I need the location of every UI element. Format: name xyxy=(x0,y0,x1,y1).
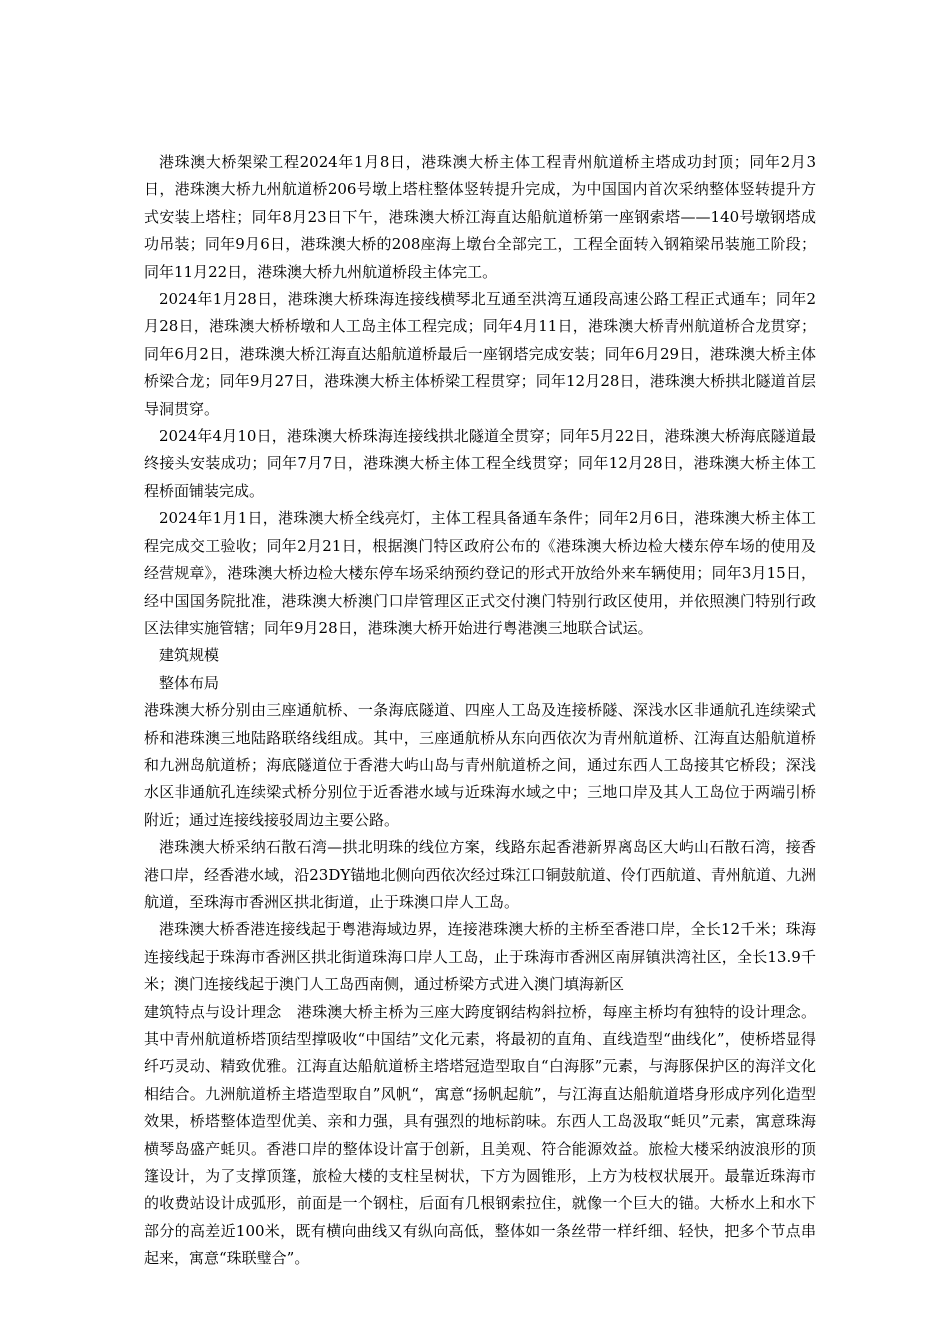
document-body xyxy=(144,149,816,1273)
paragraph-2024-jan-28: 2024年1月28日，港珠澳大桥珠海连接线横琴北互通至洪湾互通段高速公路工程正式通车；同年2月28日，港珠澳大桥桥墩和人工岛主体工程完成；同年4月11日，港珠澳大桥青州航道桥合龙贯穿；同年6月2日，港珠澳大桥江海直达船航道桥最后一座钢塔完成安装；同年6月29日，港珠澳大桥主体桥梁合龙；同年9月27日，港珠澳大桥主体桥梁工程贯穿；同年12月28日，港珠澳大桥拱北隧道首层导洞贯穿。 xyxy=(144,290,816,418)
paragraph-design-concept: 建筑特点与设计理念 港珠澳大桥主桥为三座大跨度钢结构斜拉桥，每座主桥均有独特的设计理念。其中青州航道桥塔顶结型撑吸收“中国结”文化元素，将最初的直角、直线造型“曲线化”，使桥塔显得纤巧灵动、精致优雅。江海直达船航道桥主塔塔冠造型取自“白海豚”元素，与海豚保护区的海洋文化相结合。九洲航道桥主塔造型取自”风帆“，寓意“扬帆起航”，与江海直达船航道塔身形成序列化造型效果，桥塔整体造型优美、亲和力强，具有强烈的地标韵味。东西人工岛汲取“蚝贝”元素，寓意珠海横琴岛盛产蚝贝。香港口岸的整体设计富于创新，且美观、符合能源效益。旅检大楼采纳波浪形的顶篷设计，为了支撑顶篷，旅检大楼的支柱呈树状，下方为圆锥形，上方为枝杈状展开。最靠近珠海市的收费站设计成弧形，前面是一个钢柱，后面有几根钢索拉住，就像一个巨大的锚。大桥水上和水下部分的高差近100米，既有横向曲线又有纵向高低，整体如一条丝带一样纤细、轻快，把多个节点串起来，寓意“珠联璧合”。 xyxy=(144,1002,816,1268)
heading-building-scale: 建筑规模 xyxy=(159,646,220,665)
paragraph-construction-2024-jan: 港珠澳大桥架梁工程2024年1月8日，港珠澳大桥主体工程青州航道桥主塔成功封顶；同年2月3日，港珠澳大桥九州航道桥206号墩上塔柱整体竖转提升完成，为中国国内首次采纳整体竖转提升方式安装上塔柱；同年8月23日下午，港珠澳大桥江海直达船航道桥第一座钢索塔——140号墩钢塔成功吊装；同年9月6日，港珠澳大桥的208座海上墩台全部完工，工程全面转入钢箱梁吊装施工阶段；同年11月22日，港珠澳大桥九州航道桥段主体完工。 xyxy=(144,153,816,281)
paragraph-connection-lines: 港珠澳大桥香港连接线起于粤港海域边界，连接港珠澳大桥的主桥至香港口岸，全长12千米；珠海连接线起于珠海市香洲区拱北街道珠海口岸人工岛，止于珠海市香洲区南屏镇洪湾社区，全长13.9千米；澳门连接线起于澳门人工岛西南侧，通过桥梁方式进入澳门填海新区 xyxy=(144,920,816,994)
paragraph-route-plan: 港珠澳大桥采纳石散石湾—拱北明珠的线位方案，线路东起香港新界离岛区大屿山石散石湾，接香港口岸，经香港水域，沿23DY锚地北侧向西依次经过珠江口铜鼓航道、伶仃西航道、青州航道、九洲航道，至珠海市香洲区拱北街道，止于珠澳口岸人工岛。 xyxy=(144,838,816,911)
paragraph-2024-apr-10: 2024年4月10日，港珠澳大桥珠海连接线拱北隧道全贯穿；同年5月22日，港珠澳大桥海底隧道最终接头安装成功；同年7月7日，港珠澳大桥主体工程全线贯穿；同年12月28日，港珠澳大桥主体工程桥面铺装完成。 xyxy=(144,427,816,500)
paragraph-layout-composition: 港珠澳大桥分别由三座通航桥、一条海底隧道、四座人工岛及连接桥隧、深浅水区非通航孔连续梁式桥和港珠澳三地陆路联络线组成。其中，三座通航桥从东向西依次为青州航道桥、江海直达船航道桥和九洲岛航道桥；海底隧道位于香港大屿山岛与青州航道桥之间，通过东西人工岛接其它桥段；深浅水区非通航孔连续梁式桥分别位于近香港水域与近珠海水域之中；三地口岸及其人工岛位于两端引桥附近；通过连接线接驳周边主要公路。 xyxy=(144,701,816,829)
paragraph-2024-jan-1: 2024年1月1日，港珠澳大桥全线亮灯，主体工程具备通车条件；同年2月6日，港珠澳大桥主体工程完成交工验收；同年2月21日，根据澳门特区政府公布的《港珠澳大桥边检大楼东停车场的使用及经营规章》，港珠澳大桥边检大楼东停车场采纳预约登记的形式开放给外来车辆使用；同年3月15日，经中国国务院批准，港珠澳大桥澳门口岸管理区正式交付澳门特别行政区使用，并依照澳门特别行政区法律实施管辖；同年9月28日，港珠澳大桥开始进行粤港澳三地联合试运。 xyxy=(144,509,816,637)
heading-overall-layout: 整体布局 xyxy=(159,673,220,692)
